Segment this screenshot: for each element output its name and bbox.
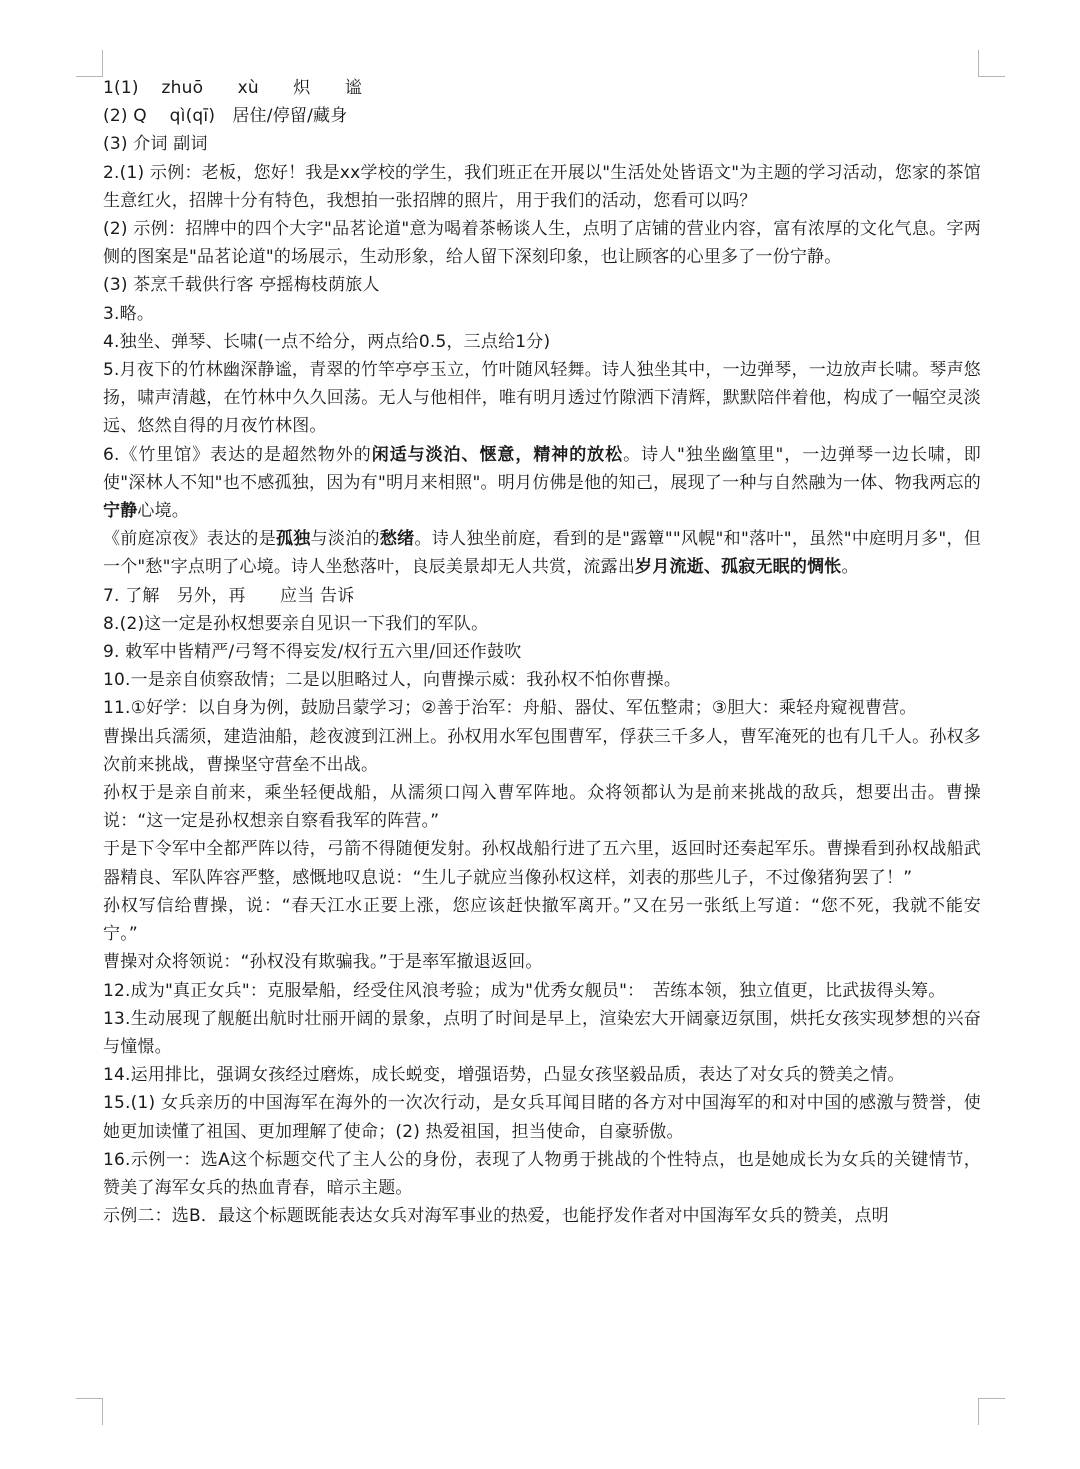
answer-9: 9. 敕军中皆精严/弓弩不得妄发/权行五六里/回还作鼓吹 xyxy=(103,642,522,663)
answer-5: 5.月夜下的竹林幽深静谧，青翠的竹竿亭亭玉立，竹叶随风轻舞。诗人独坐其中，一边弹琴，一边放声长啸。琴声悠扬，啸声清越，在竹林中久久回荡。无人与他相伴，唯有明月透过竹隙洒下清辉，默默陪伴着他，构成了一幅空灵淡远、悠然自得的月夜竹林图。 xyxy=(103,360,981,437)
answer-2-3: (3) 茶烹千载供行客 亭摇梅枝荫旅人 xyxy=(103,275,380,296)
translation-para-5: 曹操对众将领说：“孙权没有欺骗我。”于是率军撤退返回。 xyxy=(103,952,543,973)
answer-6-text-c: 心境。 xyxy=(137,501,190,522)
answer-16-example-2: 示例二：选B．最这个标题既能表达女兵对海军事业的热爱，也能抒发作者对中国海军女兵的赞美，点明 xyxy=(103,1206,889,1227)
answer-7: 7. 了解 另外，再 应当 告诉 xyxy=(103,585,355,606)
answer-1-2: (2) Q qì(qī) 居住/停留/藏身 xyxy=(103,106,348,127)
answer-16-example-1: 16.示例一：选A这个标题交代了主人公的身份，表现了人物勇于挑战的个性特点，也是她成长为女兵的关键情节，赞美了海军女兵的热血青春，暗示主题。 xyxy=(103,1149,981,1198)
answer-6b-text-b: 与淡泊的 xyxy=(310,529,380,550)
answer-1-1: 1(1) zhuō xù 炽 谧 xyxy=(103,78,363,98)
answer-10: 10.一是亲自侦察敌情；二是以胆略过人，向曹操示威：我孙权不怕你曹操。 xyxy=(103,670,682,691)
answer-6-text-a: 6.《竹里馆》表达的是超然物外的 xyxy=(103,444,372,465)
corner-mark-bottom-left xyxy=(76,1398,103,1425)
answer-12: 12.成为"真正女兵"：克服晕船，经受住风浪考验；成为"优秀女舰员"： 苦练本领，独立值更，比武拔得头筹。 xyxy=(103,980,946,1001)
answer-1-3: (3) 介词 副词 xyxy=(103,134,208,155)
answer-6-bold-b: 宁静 xyxy=(103,501,138,522)
answer-4: 4.独坐、弹琴、长啸(一点不给分，两点给0.5，三点给1分) xyxy=(103,331,551,352)
translation-para-3: 于是下令军中全都严阵以待，弓箭不得随便发射。孙权战船行进了五六里，返回时还奏起军乐。曹操看到孙权战船武器精良、军队阵容严整，感慨地叹息说：“生儿子就应当像孙权这样，刘表的那些儿子，不过像猪狗罢了！” xyxy=(103,839,981,888)
corner-mark-top-left xyxy=(76,50,103,77)
answer-6b-text-d: 。 xyxy=(841,557,859,578)
translation-para-4: 孙权写信给曹操，说：“春天江水正要上涨，您应该赶快撤军离开。”又在另一张纸上写道：“您不死，我就不能安宁。” xyxy=(103,895,981,945)
answer-text-body xyxy=(103,74,981,1230)
answer-2-1: 2.(1) 示例：老板，您好！我是xx学校的学生，我们班正在开展以"生活处处皆语文"为主题的学习活动，您家的茶馆生意红火，招牌十分有特色，我想拍一张招牌的照片，用于我们的活动，您看可以吗？ xyxy=(103,162,981,211)
answer-3: 3.略。 xyxy=(103,303,155,324)
answer-14: 14.运用排比，强调女孩经过磨炼，成长蜕变，增强语势，凸显女孩坚毅品质，表达了对女兵的赞美之情。 xyxy=(103,1065,905,1086)
answer-6b-text-c: 。诗人独坐前庭，看到的是"露簟""风幌"和"落叶"，虽然"中庭明月多"，但一个"愁"字点明了心境。诗人坐愁落叶，良辰美景却无人共赏，流露出 xyxy=(103,529,981,578)
answer-6b-bold-b: 愁绪 xyxy=(379,529,415,550)
answer-6b-text-a: 《前庭凉夜》表达的是 xyxy=(103,529,277,550)
answer-6-second-poem xyxy=(103,525,981,581)
answer-13: 13.生动展现了舰艇出航时壮丽开阔的景象，点明了时间是早上，渲染宏大开阔豪迈氛围，烘托女孩实现梦想的兴奋与憧憬。 xyxy=(103,1008,981,1057)
translation-para-1: 曹操出兵濡须，建造油船，趁夜渡到江洲上。孙权用水军包围曹军，俘获三千多人，曹军淹死的也有几千人。孙权多次前来挑战，曹操坚守营垒不出战。 xyxy=(103,726,981,775)
translation-para-2: 孙权于是亲自前来，乘坐轻便战船，从濡须口闯入曹军阵地。众将领都认为是前来挑战的敌兵，想要出击。曹操说：“这一定是孙权想亲自察看我军的阵营。” xyxy=(103,783,981,832)
answer-6-text-b: 。诗人"独坐幽篁里"，一边弹琴一边长啸，即使"深林人不知"也不感孤独，因为有"明月来相照"。明月仿佛是他的知己，展现了一种与自然融为一体、物我两忘的 xyxy=(103,444,982,493)
answer-6b-bold-a: 孤独 xyxy=(276,529,311,550)
answer-6-bold-a: 闲适与淡泊、惬意，精神的放松 xyxy=(371,444,624,465)
answer-15: 15.(1) 女兵亲历的中国海军在海外的一次次行动，是女兵耳闻目睹的各方对中国海军的和对中国的感激与赞誉，使她更加读懂了祖国、更加理解了使命；(2) 热爱祖国，担当使命，自豪骄傲。 xyxy=(103,1093,981,1142)
corner-mark-top-right xyxy=(978,50,1005,77)
answer-6 xyxy=(103,441,981,526)
answer-8: 8.(2)这一定是孙权想要亲自见识一下我们的军队。 xyxy=(103,613,489,634)
corner-mark-bottom-right xyxy=(978,1398,1005,1425)
answer-2-2: (2) 示例：招牌中的四个大字"品茗论道"意为喝着茶畅谈人生，点明了店铺的营业内容，富有浓厚的文化气息。字两侧的图案是"品茗论道"的场展示，生动形象，给人留下深刻印象，也让顾客的心里多了一份宁静。 xyxy=(103,219,981,268)
answer-6b-bold-c: 岁月流逝、孤寂无眠的惆怅 xyxy=(635,557,842,578)
answer-11: 11.①好学：以自身为例，鼓励吕蒙学习；②善于治军：舟船、器仗、军伍整肃；③胆大：乘轻舟窥视曹营。 xyxy=(103,698,917,719)
